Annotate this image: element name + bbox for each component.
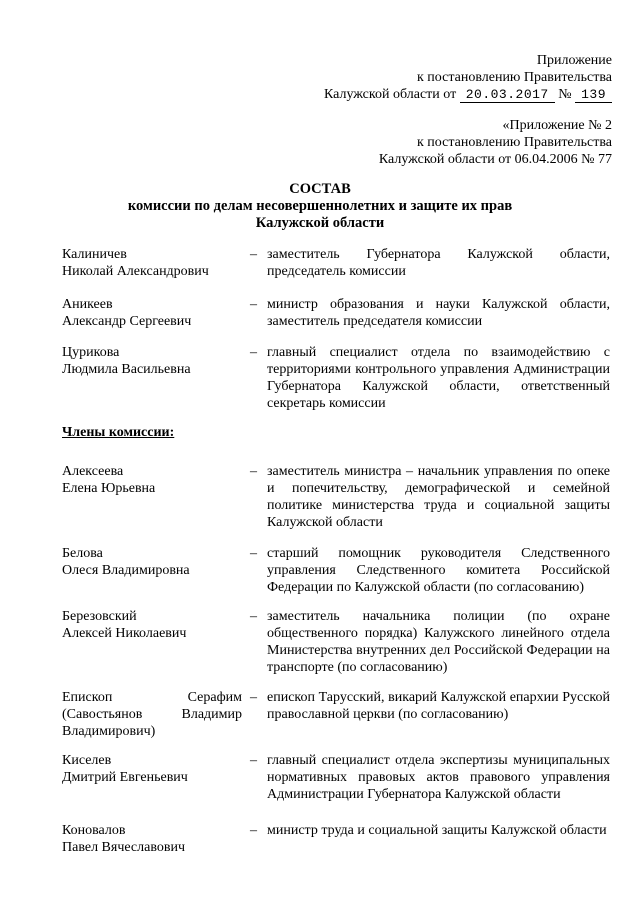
dash: – xyxy=(250,823,257,838)
person-position: заместитель министра – начальник управления по опеке и попечительству, демографической и семейной политике министерства труда и социальной защиты Калужской области xyxy=(267,464,610,530)
dash: – xyxy=(250,546,257,561)
title-line3: Калужской области xyxy=(255,215,385,231)
appendix2-header xyxy=(379,117,612,168)
members-heading: Члены комиссии: xyxy=(62,425,175,440)
document-title xyxy=(0,181,640,232)
dash: – xyxy=(250,609,257,624)
title-line1: СОСТАВ xyxy=(289,181,351,197)
resolution-date: 20.03.2017 xyxy=(460,87,555,103)
person-name: Киселев Дмитрий Евгеньевич xyxy=(62,753,188,785)
appendix-header xyxy=(324,52,612,103)
dash: – xyxy=(250,690,257,705)
dash: – xyxy=(250,753,257,768)
person-position: епископ Тарусский, викарий Калужской епархии Русской православной церкви (по согласованию) xyxy=(267,690,610,722)
person-name: Аникеев Александр Сергеевич xyxy=(62,297,192,329)
region-label: Калужской области от xyxy=(323,87,457,102)
title-line2: комиссии по делам несовершеннолетних и защите их прав xyxy=(127,198,513,214)
person-position: главный специалист отдела по взаимодействию с территориями контрольного управления Администрации Губернатора Калужской области, ответственный секретарь комиссии xyxy=(267,345,610,411)
person-position: главный специалист отдела экспертизы муниципальных нормативных правовых актов правового управления Администрации Губернатора Калужской области xyxy=(267,753,610,802)
resolution-date-line xyxy=(324,86,612,103)
resolution-label: к постановлению Правительства xyxy=(416,70,612,85)
person-name: Епископ Серафим (Савостьянов Владимир Владимирович) xyxy=(62,690,242,739)
person-name: Березовский Алексей Николаевич xyxy=(62,609,187,641)
appendix2-label: «Приложение № 2 xyxy=(502,118,612,133)
person-position: заместитель начальника полиции (по охране общественного порядка) Калужского линейного отдела Министерства внутренних дел Российской Федерации на транспорте (по согласованию) xyxy=(267,609,610,675)
dash: – xyxy=(250,345,257,360)
resolution2-date: Калужской области от 06.04.2006 № 77 xyxy=(378,152,612,167)
person-name: Калиничев Николай Александрович xyxy=(62,247,209,279)
person-name: Алексеева Елена Юрьевна xyxy=(62,464,156,496)
person-position: министр образования и науки Калужской области, заместитель председателя комиссии xyxy=(267,297,610,329)
dash: – xyxy=(250,297,257,312)
person-position: министр труда и социальной защиты Калужской области xyxy=(267,823,607,838)
person-position: старший помощник руководителя Следственного управления Следственного комитета Российской Федерации по Калужской области (по согласованию) xyxy=(267,546,610,595)
person-name: Коновалов Павел Вячеславович xyxy=(62,823,186,855)
dash: – xyxy=(250,247,257,262)
person-name: Белова Олеся Владимировна xyxy=(62,546,190,578)
appendix-label: Приложение xyxy=(536,53,612,68)
dash: – xyxy=(250,464,257,479)
number-sign: № xyxy=(558,87,572,102)
resolution-number: 139 xyxy=(575,87,612,103)
person-name: Цурикова Людмила Васильевна xyxy=(62,345,191,377)
person-position: заместитель Губернатора Калужской области, председатель комиссии xyxy=(267,247,610,279)
resolution2-label: к постановлению Правительства xyxy=(416,135,612,150)
